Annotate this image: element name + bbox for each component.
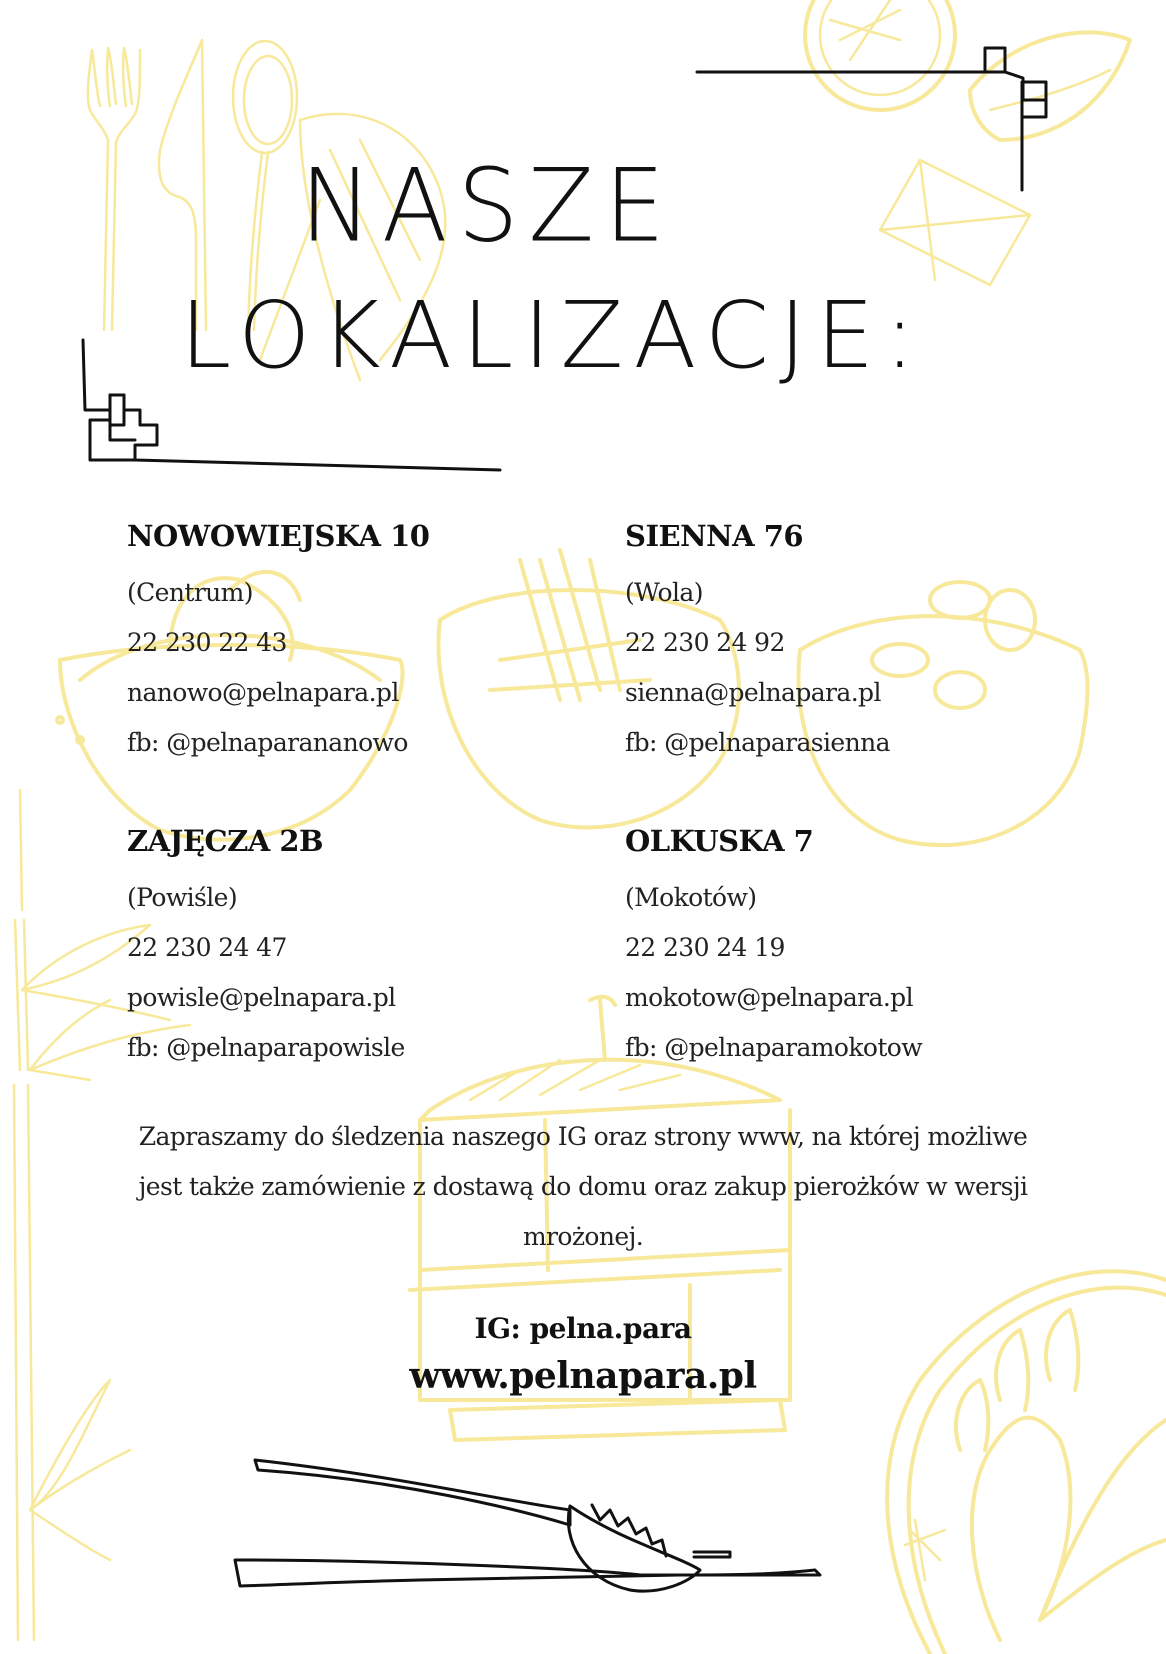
location-card-zajecza xyxy=(127,823,587,1073)
location-phone: 22 230 22 43 xyxy=(127,628,287,657)
info-line-1: Zapraszamy do śledzenia naszego IG oraz strony www, na której możliwe xyxy=(138,1122,1028,1151)
info-line-2: jest także zamówienie z dostawą do domu oraz zakup pierożków w wersji xyxy=(138,1172,1028,1201)
location-email: mokotow@pelnapara.pl xyxy=(625,983,913,1012)
location-district: (Wola) xyxy=(625,578,703,607)
location-facebook: fb: @pelnaparamokotow xyxy=(625,1033,923,1062)
info-paragraph xyxy=(110,1112,1056,1262)
instagram-handle: IG: pelna.para xyxy=(474,1312,692,1345)
location-facebook: fb: @pelnaparasienna xyxy=(625,728,890,757)
location-phone: 22 230 24 47 xyxy=(127,933,287,962)
location-name: SIENNA 76 xyxy=(625,519,804,553)
location-district: (Powiśle) xyxy=(127,883,237,912)
website-url: www.pelnapara.pl xyxy=(409,1355,757,1397)
location-district: (Mokotów) xyxy=(625,883,757,912)
location-phone: 22 230 24 19 xyxy=(625,933,785,962)
location-email: sienna@pelnapara.pl xyxy=(625,678,881,707)
info-line-3: mrożonej. xyxy=(522,1222,644,1251)
location-facebook: fb: @pelnaparananowo xyxy=(127,728,408,757)
location-name: OLKUSKA 7 xyxy=(625,824,814,858)
location-name: ZAJĘCZA 2B xyxy=(127,824,324,858)
location-card-sienna xyxy=(625,518,1085,768)
location-district: (Centrum) xyxy=(127,578,253,607)
location-name: NOWOWIEJSKA 10 xyxy=(127,519,430,553)
location-email: powisle@pelnapara.pl xyxy=(127,983,396,1012)
location-facebook: fb: @pelnaparapowisle xyxy=(127,1033,405,1062)
page-title-line-1: NASZE xyxy=(300,147,675,265)
location-card-olkuska xyxy=(625,823,1085,1073)
location-email: nanowo@pelnapara.pl xyxy=(127,678,399,707)
location-card-nowowiejska xyxy=(127,518,587,768)
page-title-line-2: LOKALIZACJE: xyxy=(180,282,926,389)
location-phone: 22 230 24 92 xyxy=(625,628,785,657)
